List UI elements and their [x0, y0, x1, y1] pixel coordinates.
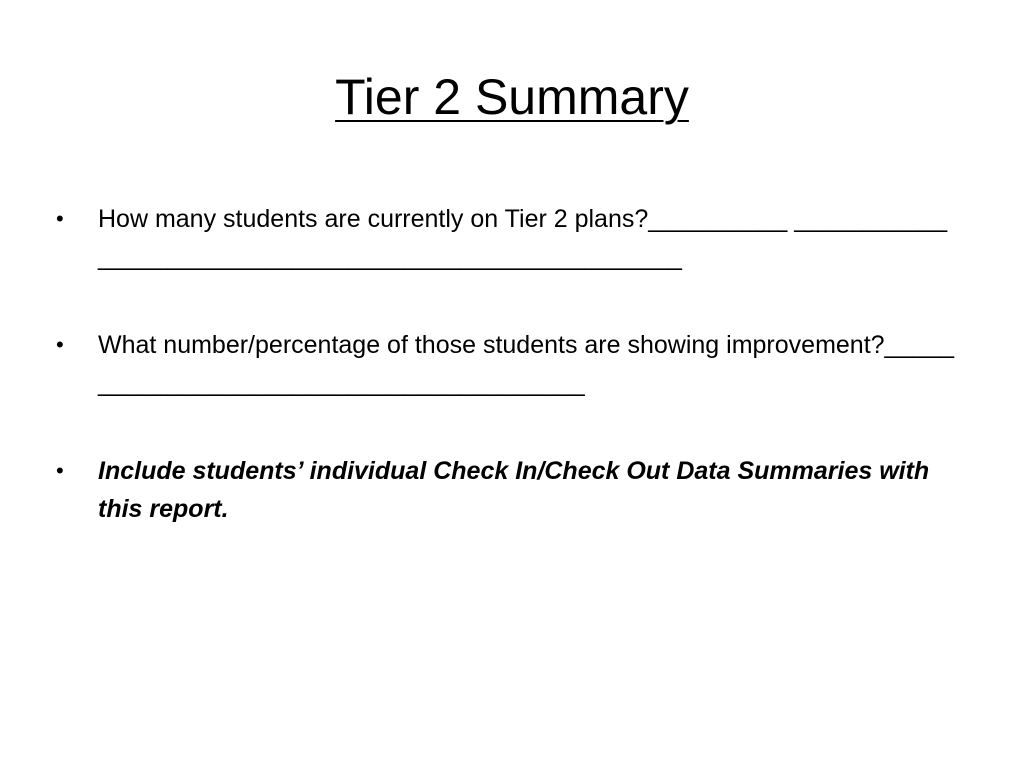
bullet-list [56, 200, 956, 578]
slide-title-text: Tier 2 Summary [335, 69, 689, 125]
bullet-text-student-count: How many students are currently on Tier 2 plans?__________ _____________________________________________________ [98, 205, 948, 271]
bullet-dot-icon: • [56, 206, 64, 231]
bullet-item-improvement [56, 326, 956, 402]
bullet-dot-icon: • [56, 332, 64, 357]
bullet-text-improvement: What number/percentage of those students are showing improvement?________________________________________ [98, 331, 955, 397]
bullet-item-instructions [56, 452, 956, 528]
bullet-dot-icon: • [56, 458, 64, 483]
slide-title [0, 62, 1024, 132]
bullet-text-instructions: Include students’ individual Check In/Check Out Data Summaries with this report. [98, 457, 930, 523]
bullet-item-student-count [56, 200, 956, 276]
